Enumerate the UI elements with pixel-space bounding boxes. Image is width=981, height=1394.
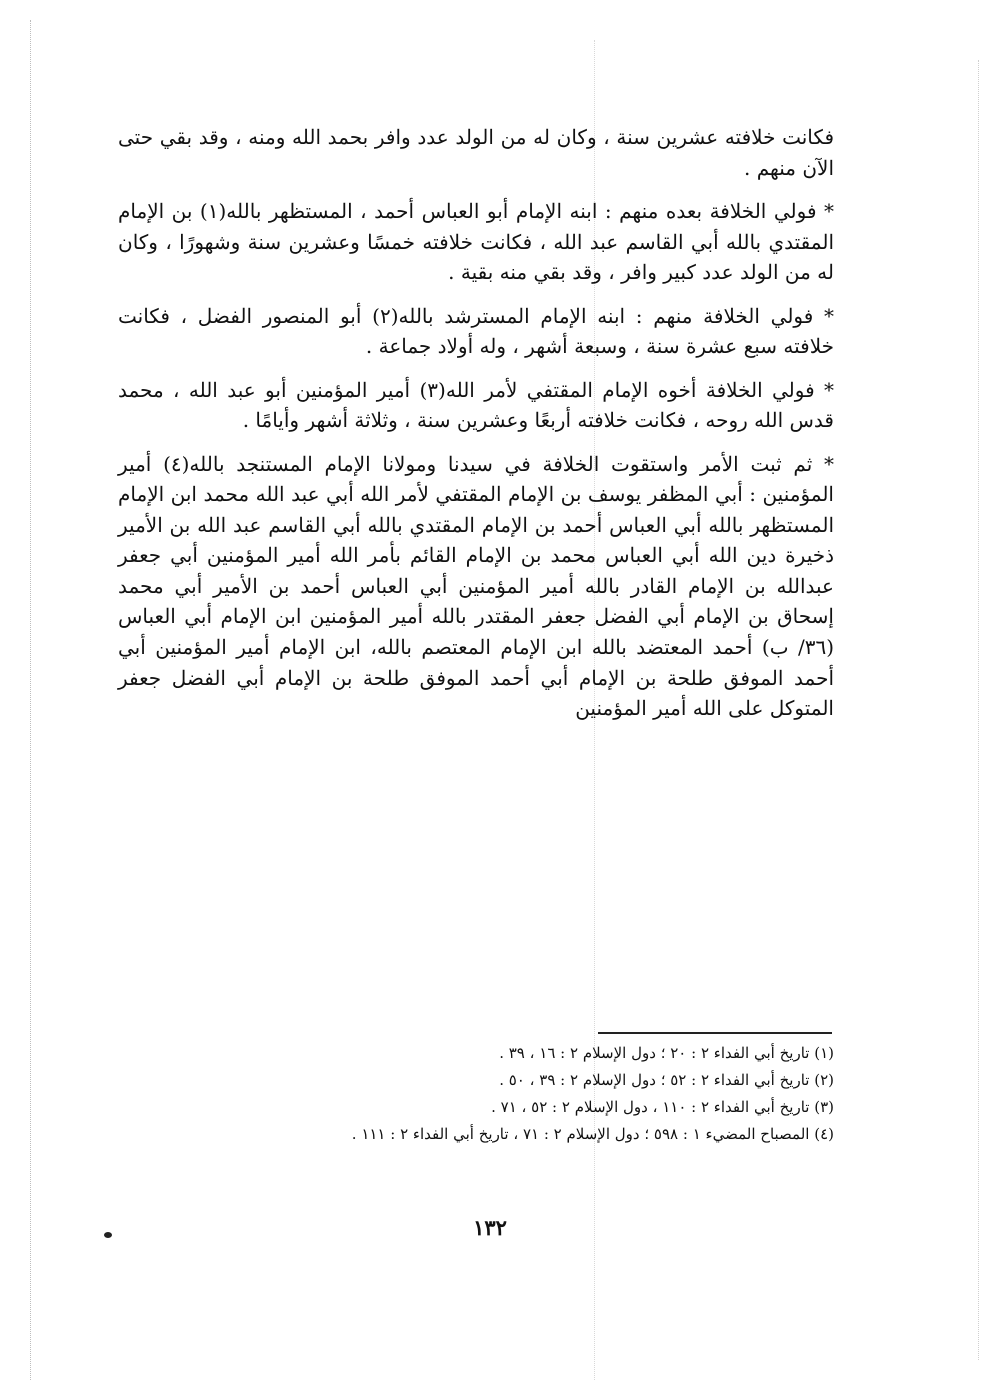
footnote-1: (١) تاريخ أبي الفداء ٢ : ٢٠ ؛ دول الإسلام ٢ : ١٦ ، ٣٩ . [499,1044,834,1062]
scan-edge-right [978,60,980,1360]
scan-speck [104,1232,112,1238]
footnote-3: (٣) تاريخ أبي الفداء ٢ : ١١٠ ، دول الإسلام ٢ : ٥٢ ، ٧١ . [491,1098,834,1116]
footnote-separator [598,1032,832,1034]
scan-edge-left [30,20,32,1380]
main-text [118,122,834,724]
paragraph-1: فكانت خلافته عشرين سنة ، وكان له من الولد عدد وافر بحمد الله ومنه ، وقد بقي حتى الآن منهم . [118,125,834,180]
page-number: ١٣٢ [473,1215,507,1240]
footnotes [200,1040,834,1148]
footnote-2: (٢) تاريخ أبي الفداء ٢ : ٥٢ ؛ دول الإسلام ٢ : ٣٩ ، ٥٠ . [499,1071,834,1089]
paragraph-4: * فولي الخلافة أخوه الإمام المقتفي لأمر الله(٣) أمير المؤمنين أبو عبد الله ، محمد قدس الله روحه ، فكانت خلافته أربعًا وعشرين سنة ، وثلاثة أشهر وأيامًا . [118,377,834,432]
footnote-4: (٤) المصباح المضيء ١ : ٥٩٨ ؛ دول الإسلام ٢ : ٧١ ، تاريخ أبي الفداء ٢ : ١١١ . [351,1125,834,1143]
paragraph-2: * فولي الخلافة بعده منهم : ابنه الإمام أبو العباس أحمد ، المستظهر بالله(١) بن الإمام المقتدي بالله أبي القاسم عبد الله ، فكانت خلافته خمسًا وعشرين سنة وشهورًا ، وكان له من الولد عدد كبير وافر ، وقد بقي منه بقية . [118,199,835,284]
paragraph-3: * فولي الخلافة منهم : ابنه الإمام المسترشد بالله(٢) أبو المنصور الفضل ، فكانت خلافته سبع عشرة سنة ، وسبعة أشهر ، وله أولاد جماعة . [118,303,835,358]
paragraph-5: * ثم ثبت الأمر واستقوت الخلافة في سيدنا ومولانا الإمام المستنجد بالله(٤) أمير المؤمنين : أبي المظفر يوسف بن الإمام المقتفي لأمر الله أبي عبد الله محمد ابن الإمام المستظهر بالله أبي العباس أحمد بن الإمام المقتدي بالله أبي القاسم عبد الله بن الأمير ذخيرة دين الله أبي العباس محمد بن الإمام القائم بأمر الله أمير المؤمنين أبي جعفر عبدالله بن الإمام القادر بالله أمير المؤمنين أبي العباس أحمد بن الأمير أبي محمد إسحاق بن الإمام أبي الفضل جعفر المقتدر بالله أمير المؤمنين ابن الإمام أبي العباس (٣٦/ ب) أحمد المعتضد بالله ابن الإمام المعتصم بالله، ابن الإمام أمير المؤمنين أبي أحمد الموفق طلحة بن الإمام أبي أحمد الموفق طلحة بن الإمام أبي الفضل جعفر المتوكل على الله أمير المؤمنين [118,451,835,721]
